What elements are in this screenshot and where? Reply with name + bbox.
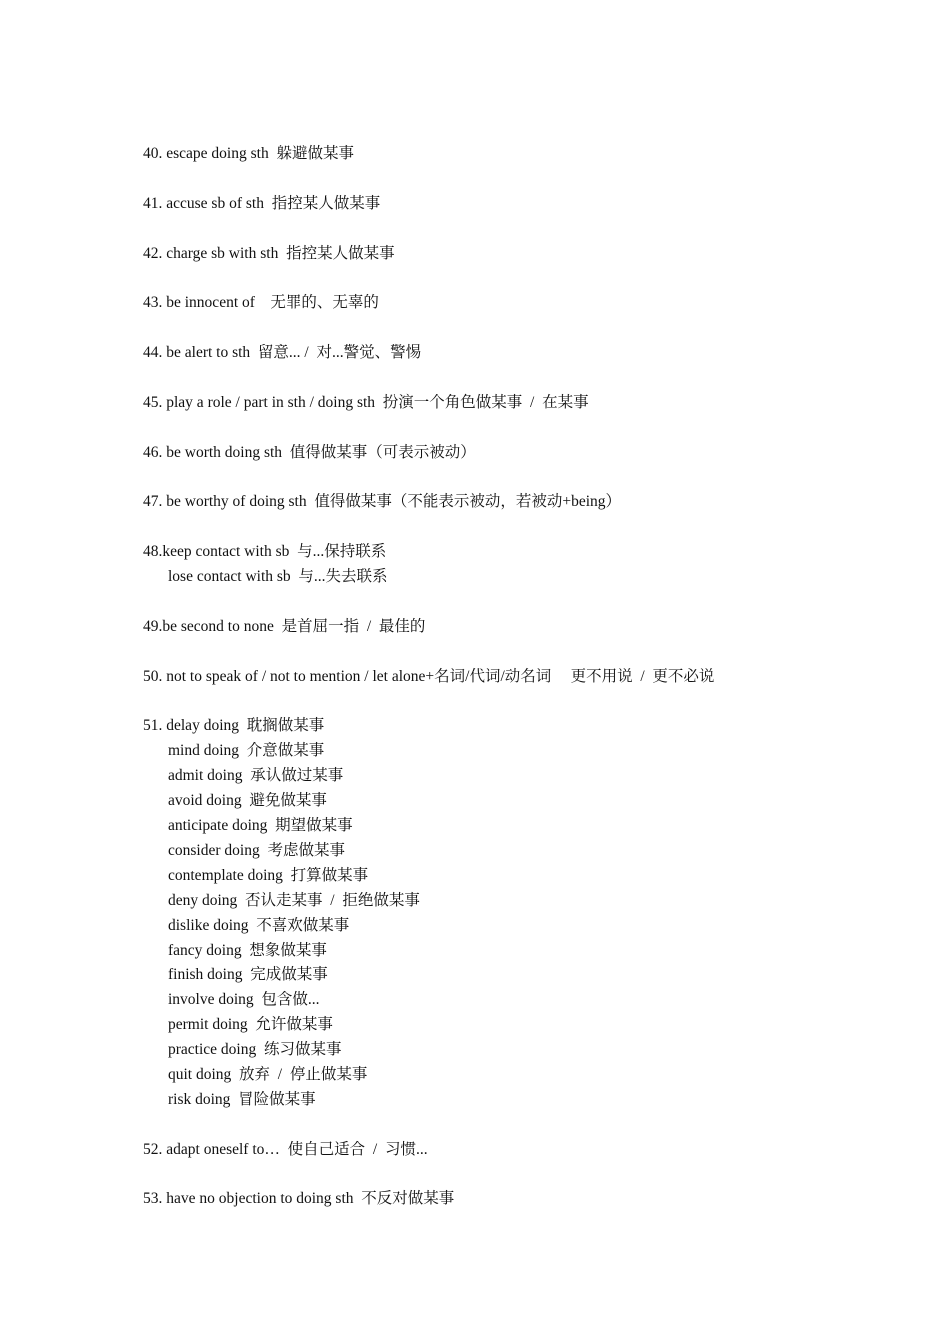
phrase-entry [143, 142, 903, 167]
phrase-entry [143, 665, 903, 690]
document-body [143, 142, 903, 1237]
phrase-entry [143, 490, 903, 515]
phrase-subline: dislike doing 不喜欢做某事 [168, 916, 350, 934]
phrase-line: 43. be innocent of 无罪的、无辜的 [143, 294, 379, 312]
phrase-line: 46. be worth doing sth 值得做某事（可表示被动） [143, 443, 476, 461]
phrase-entry [143, 615, 903, 640]
phrase-line: 52. adapt oneself to… 使自己适合 / 习惯... [143, 1140, 428, 1158]
phrase-subline: lose contact with sb 与...失去联系 [168, 568, 388, 586]
phrase-entry [143, 192, 903, 217]
phrase-subline: deny doing 否认走某事 / 拒绝做某事 [168, 891, 420, 909]
phrase-line: 47. be worthy of doing sth 值得做某事（不能表示被动，若被动+being） [143, 493, 622, 511]
phrase-subline: admit doing 承认做过某事 [168, 767, 344, 785]
phrase-subline: permit doing 允许做某事 [168, 1016, 333, 1034]
phrase-subline: anticipate doing 期望做某事 [168, 817, 353, 835]
phrase-line: 50. not to speak of / not to mention / let alone+名词/代词/动名词 更不用说 / 更不必说 [143, 667, 715, 685]
phrase-line: 41. accuse sb of sth 指控某人做某事 [143, 194, 381, 212]
phrase-subline: involve doing 包含做... [168, 991, 320, 1009]
phrase-subline: mind doing 介意做某事 [168, 742, 325, 760]
phrase-entry [143, 1138, 903, 1163]
phrase-entry [143, 291, 903, 316]
phrase-entry [143, 242, 903, 267]
phrase-line: 40. escape doing sth 躲避做某事 [143, 145, 354, 162]
phrase-subline: contemplate doing 打算做某事 [168, 866, 369, 884]
phrase-subline: avoid doing 避免做某事 [168, 792, 327, 810]
phrase-line: 44. be alert to sth 留意... / 对...警觉、警惕 [143, 344, 422, 362]
phrase-subline: practice doing 练习做某事 [168, 1041, 342, 1059]
phrase-line: 53. have no objection to doing sth 不反对做某事 [143, 1190, 455, 1208]
phrase-entry [143, 540, 903, 590]
phrase-line: 51. delay doing 耽搁做某事 [143, 717, 325, 735]
phrase-entry [143, 441, 903, 466]
phrase-entry [143, 1187, 903, 1212]
phrase-line: 45. play a role / part in sth / doing sth 扮演一个角色做某事 / 在某事 [143, 393, 589, 411]
phrase-subline: consider doing 考虑做某事 [168, 841, 345, 859]
phrase-line: 49.be second to none 是首屈一指 / 最佳的 [143, 617, 426, 635]
phrase-entry [143, 391, 903, 416]
phrase-subline: finish doing 完成做某事 [168, 966, 328, 984]
phrase-line: 42. charge sb with sth 指控某人做某事 [143, 244, 395, 262]
phrase-line: 48.keep contact with sb 与...保持联系 [143, 543, 387, 561]
phrase-subline: fancy doing 想象做某事 [168, 941, 327, 959]
phrase-subline: quit doing 放弃 / 停止做某事 [168, 1065, 368, 1083]
phrase-subline: risk doing 冒险做某事 [168, 1090, 316, 1108]
phrase-entry [143, 714, 903, 1112]
phrase-entry [143, 341, 903, 366]
